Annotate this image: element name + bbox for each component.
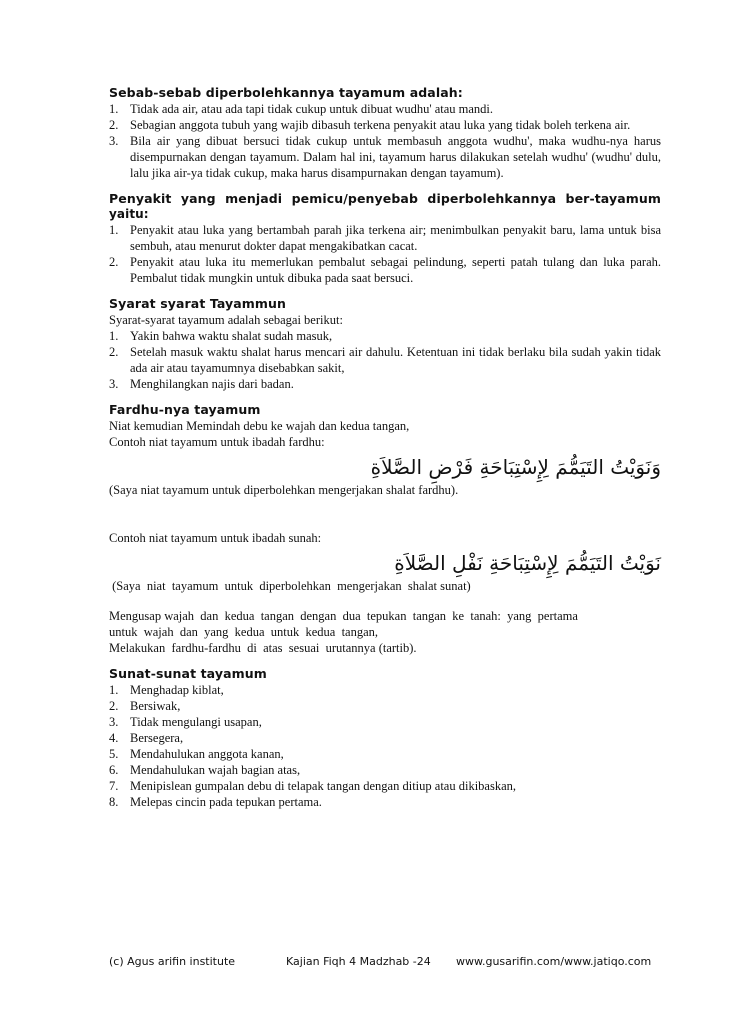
list-sunat xyxy=(109,682,661,810)
list-penyakit xyxy=(109,222,661,286)
page-footer xyxy=(109,955,661,971)
heading-fardhu: Fardhu-nya tayamum xyxy=(109,402,261,417)
heading-sebab: Sebab-sebab diperbolehkannya tayamum adalah: xyxy=(109,85,463,100)
list-item: 2. Bersiwak, xyxy=(109,699,181,713)
list-item: 1. Tidak ada air, atau ada tapi tidak cukup untuk dibuat wudhu' atau mandi. xyxy=(109,102,494,116)
section-fardhu xyxy=(109,401,661,656)
fardhu-para3: Melakukan fardhu-fardhu di atas sesuai urutannya (tartib). xyxy=(109,641,417,655)
arabic-niat-sunah: نَوَيْتُ التَيَمُّمَ لِإِسْتِبَاحَةِ نَفْلِ الصَّلاَةِ xyxy=(394,551,661,575)
fardhu-line2: Contoh niat tayamum untuk ibadah fardhu: xyxy=(109,435,325,449)
list-item: 1. Yakin bahwa waktu shalat sudah masuk, xyxy=(109,329,333,343)
document-body xyxy=(109,84,661,810)
syarat-intro: Syarat-syarat tayamum adalah sebagai berikut: xyxy=(109,313,343,327)
fardhu-line3: Contoh niat tayamum untuk ibadah sunah: xyxy=(109,531,322,545)
translation-fardhu: (Saya niat tayamum untuk diperbolehkan mengerjakan shalat fardhu). xyxy=(109,483,459,497)
fardhu-para2: untuk wajah dan yang kedua untuk kedua tangan, xyxy=(109,625,379,639)
footer-copyright: (c) Agus arifin institute xyxy=(109,955,236,968)
translation-sunah: (Saya niat tayamum untuk diperbolehkan mengerjakan shalat sunat) xyxy=(109,579,471,593)
section-penyakit xyxy=(109,190,661,286)
list-item: 1. Menghadap kiblat, xyxy=(109,683,224,697)
list-item: 6. Mendahulukan wajah bagian atas, xyxy=(109,763,301,777)
list-item: 8. Melepas cincin pada tepukan pertama. xyxy=(109,795,322,809)
footer-title: Kajian Fiqh 4 Madzhab -24 xyxy=(286,955,431,968)
list-item: 5. Mendahulukan anggota kanan, xyxy=(109,747,284,761)
list-item: 3. Bila air yang dibuat bersuci tidak cukup untuk membasuh anggota wudhu', maka wudhu-nya harus disempurnakan dengan tayamum. Dalam hal ini, tayamum harus dilakukan setelah wudhu' (wudhu' dulu, lalu jika air-ya tidak cukup, maka harus disampurnakan dengan tayamum). xyxy=(109,134,661,180)
list-item: 3. Tidak mengulangi usapan, xyxy=(109,715,262,729)
fardhu-line1: Niat kemudian Memindah debu ke wajah dan kedua tangan, xyxy=(109,419,410,433)
list-item: 3. Menghilangkan najis dari badan. xyxy=(109,377,294,391)
list-item: 4. Bersegera, xyxy=(109,731,184,745)
list-item: 7. Menipislean gumpalan debu di telapak tangan dengan ditiup atau dikibaskan, xyxy=(109,779,517,793)
heading-sunat: Sunat-sunat tayamum xyxy=(109,666,267,681)
footer-website: www.gusarifin.com/www.jatiqo.com xyxy=(456,955,652,968)
section-syarat xyxy=(109,295,661,392)
heading-penyakit: Penyakit yang menjadi pemicu/penyebab diperbolehkannya ber-tayamum xyxy=(109,191,661,206)
section-sebab xyxy=(109,84,661,181)
fardhu-para1: Mengusap wajah dan kedua tangan dengan dua tepukan tangan ke tanah: yang pertama xyxy=(109,609,578,623)
list-sebab xyxy=(109,101,661,181)
list-item: 1. Penyakit atau luka yang bertambah parah jika terkena air; menimbulkan penyakit baru, lama untuk bisa sembuh, atau menurut dokter dapat mengakibatkan cacat. xyxy=(109,223,661,253)
section-sunat xyxy=(109,665,661,810)
arabic-niat-fardhu: وَنَوَيْتُ التَيَمُّمَ لِإِسْتِبَاحَةِ فَرْضِ الصَّلاَةِ xyxy=(370,455,661,479)
list-item: 2. Setelah masuk waktu shalat harus mencari air dahulu. Ketentuan ini tidak berlaku bila sudah yakin tidak ada air atau tayamumnya disebabkan sakit, xyxy=(109,345,661,375)
list-syarat xyxy=(109,328,661,392)
list-item: 2. Penyakit atau luka itu memerlukan pembalut sebagai pelindung, seperti patah tulang dan luka parah. Pembalut tidak mungkin untuk dibuka pada saat bersuci. xyxy=(109,255,661,285)
list-item: 2. Sebagian anggota tubuh yang wajib dibasuh terkena penyakit atau luka yang tidak boleh terkena air. xyxy=(109,118,631,132)
heading-penyakit-cont: yaitu: xyxy=(109,207,149,221)
heading-syarat: Syarat syarat Tayammun xyxy=(109,296,287,311)
